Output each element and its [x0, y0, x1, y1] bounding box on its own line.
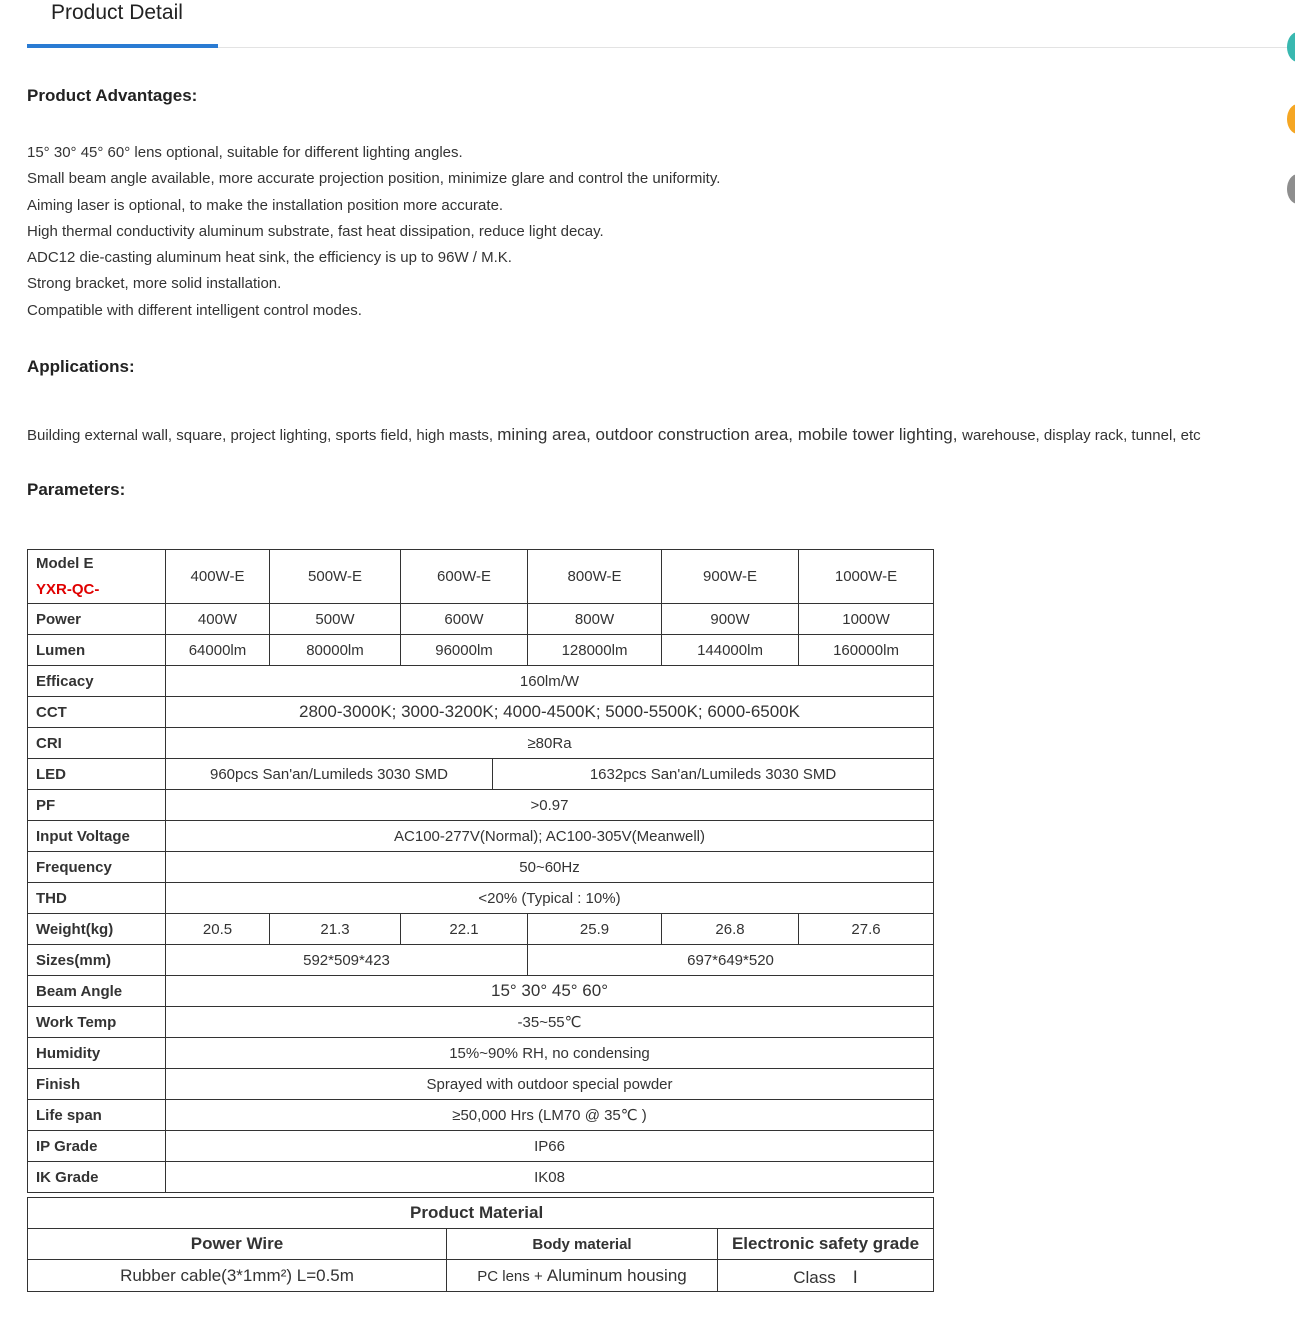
- advantage-item: Small beam angle available, more accurate projection position, minimize glare and control the uniformity.: [27, 170, 721, 188]
- material-table: [27, 1197, 934, 1292]
- table-row: [28, 1007, 934, 1038]
- material-header: Body material: [447, 1229, 718, 1260]
- advantage-item: Aiming laser is optional, to make the installation position more accurate.: [27, 196, 504, 214]
- row-label: Life span: [28, 1100, 166, 1131]
- table-cell: <20% (Typical : 10%): [166, 883, 934, 914]
- table-row: [28, 883, 934, 914]
- row-label: CCT: [28, 697, 166, 728]
- table-cell: IK08: [166, 1162, 934, 1193]
- model-cell: 400W-E: [166, 550, 270, 604]
- page-title: Product Detail: [51, 1, 183, 24]
- table-row: [28, 1038, 934, 1069]
- row-label: Beam Angle: [28, 976, 166, 1007]
- table-row: [28, 852, 934, 883]
- table-cell: 25.9: [528, 914, 662, 945]
- table-row: [28, 790, 934, 821]
- table-row: [28, 1100, 934, 1131]
- row-label: Finish: [28, 1069, 166, 1100]
- table-row: [28, 728, 934, 759]
- model-label-cell: [28, 550, 166, 604]
- table-row: [28, 666, 934, 697]
- row-label: CRI: [28, 728, 166, 759]
- row-label: LED: [28, 759, 166, 790]
- row-label: IK Grade: [28, 1162, 166, 1193]
- table-cell: -35~55℃: [166, 1007, 934, 1038]
- table-row: [28, 550, 934, 604]
- model-label: Model E: [36, 554, 94, 572]
- row-label: Humidity: [28, 1038, 166, 1069]
- table-cell: 400W: [166, 604, 270, 635]
- applications-text: [27, 425, 1201, 445]
- table-row: [28, 635, 934, 666]
- applications-text-part: warehouse, display rack, tunnel, etc: [962, 427, 1201, 444]
- table-cell: 592*509*423: [166, 945, 528, 976]
- table-row: [28, 759, 934, 790]
- model-cell: 600W-E: [401, 550, 528, 604]
- table-row: [28, 976, 934, 1007]
- model-cell: 900W-E: [662, 550, 799, 604]
- advantages-heading: Product Advantages:: [27, 86, 198, 105]
- model-prefix: YXR-QC-: [36, 580, 100, 598]
- table-row: [28, 697, 934, 728]
- table-row: [28, 821, 934, 852]
- table-cell: 144000lm: [662, 635, 799, 666]
- safety-grade-cell: Class Ⅰ: [718, 1260, 934, 1292]
- advantage-item: 15° 30° 45° 60° lens optional, suitable for different lighting angles.: [27, 144, 463, 161]
- table-cell: 900W: [662, 604, 799, 635]
- advantages-list: [27, 140, 720, 324]
- table-cell: ≥50,000 Hrs (LM70 @ 35℃ ): [166, 1100, 934, 1131]
- table-cell: AC100-277V(Normal); AC100-305V(Meanwell): [166, 821, 934, 852]
- advantage-item: High thermal conductivity aluminum substrate, fast heat dissipation, reduce light decay.: [27, 222, 604, 240]
- table-row: [28, 1229, 934, 1260]
- side-float-button-teal[interactable]: [1287, 32, 1295, 62]
- table-cell: 800W: [528, 604, 662, 635]
- table-cell: 160000lm: [799, 635, 934, 666]
- table-row: [28, 1260, 934, 1292]
- table-cell: Sprayed with outdoor special powder: [166, 1069, 934, 1100]
- tab-active-indicator: [27, 44, 218, 48]
- table-cell: 27.6: [799, 914, 934, 945]
- material-title: Product Material: [28, 1198, 934, 1229]
- table-cell: 15%~90% RH, no condensing: [166, 1038, 934, 1069]
- row-label: Input Voltage: [28, 821, 166, 852]
- advantage-item: Strong bracket, more solid installation.: [27, 275, 282, 293]
- row-label: PF: [28, 790, 166, 821]
- advantage-item: Compatible with different intelligent control modes.: [27, 301, 362, 319]
- side-float-button-orange[interactable]: [1287, 104, 1295, 134]
- parameters-heading: Parameters:: [27, 480, 126, 499]
- table-cell: 160lm/W: [166, 666, 934, 697]
- table-row: [28, 604, 934, 635]
- table-cell: ≥80Ra: [166, 728, 934, 759]
- table-cell: IP66: [166, 1131, 934, 1162]
- table-row: [28, 945, 934, 976]
- row-label: Lumen: [28, 635, 166, 666]
- power-wire-cell: Rubber cable(3*1mm²) L=0.5m: [28, 1260, 447, 1292]
- table-cell: 64000lm: [166, 635, 270, 666]
- table-cell: 20.5: [166, 914, 270, 945]
- material-header: Electronic safety grade: [718, 1229, 934, 1260]
- side-float-button-gray[interactable]: [1287, 174, 1295, 204]
- table-cell: 600W: [401, 604, 528, 635]
- model-cell: 800W-E: [528, 550, 662, 604]
- table-cell: 1000W: [799, 604, 934, 635]
- model-cell: 1000W-E: [799, 550, 934, 604]
- table-cell: 15° 30° 45° 60°: [166, 976, 934, 1007]
- applications-text-part: mining area, outdoor construction area, mobile tower lighting,: [497, 425, 963, 444]
- model-cell: 500W-E: [270, 550, 401, 604]
- parameters-table: [27, 549, 934, 1193]
- table-cell: 500W: [270, 604, 401, 635]
- row-label: Power: [28, 604, 166, 635]
- row-label: Efficacy: [28, 666, 166, 697]
- table-cell: 22.1: [401, 914, 528, 945]
- table-row: [28, 1069, 934, 1100]
- table-cell: 50~60Hz: [166, 852, 934, 883]
- table-cell: >0.97: [166, 790, 934, 821]
- row-label: Sizes(mm): [28, 945, 166, 976]
- body-material-cell: [447, 1260, 718, 1292]
- applications-text-part: Building external wall, square, project lighting, sports field, high masts,: [27, 427, 498, 444]
- body-material-part: Aluminum housing: [546, 1265, 687, 1285]
- row-label: Frequency: [28, 852, 166, 883]
- table-cell: 21.3: [270, 914, 401, 945]
- table-row: [28, 1198, 934, 1229]
- table-row: [28, 1131, 934, 1162]
- row-label: Work Temp: [28, 1007, 166, 1038]
- table-cell: 2800-3000K; 3000-3200K; 4000-4500K; 5000-5500K; 6000-6500K: [166, 697, 934, 728]
- body-material-part: PC lens +: [477, 1267, 547, 1285]
- table-cell: 96000lm: [401, 635, 528, 666]
- material-header: Power Wire: [28, 1229, 447, 1260]
- table-cell: 80000lm: [270, 635, 401, 666]
- applications-heading: Applications:: [27, 357, 135, 376]
- advantage-item: ADC12 die-casting aluminum heat sink, the efficiency is up to 96W / M.K.: [27, 249, 512, 267]
- table-cell: 26.8: [662, 914, 799, 945]
- table-row: [28, 1162, 934, 1193]
- table-cell: 128000lm: [528, 635, 662, 666]
- table-cell: 1632pcs San'an/Lumileds 3030 SMD: [493, 759, 934, 790]
- table-cell: 960pcs San'an/Lumileds 3030 SMD: [166, 759, 493, 790]
- row-label: THD: [28, 883, 166, 914]
- table-row: [28, 914, 934, 945]
- row-label: Weight(kg): [28, 914, 166, 945]
- row-label: IP Grade: [28, 1131, 166, 1162]
- table-cell: 697*649*520: [528, 945, 934, 976]
